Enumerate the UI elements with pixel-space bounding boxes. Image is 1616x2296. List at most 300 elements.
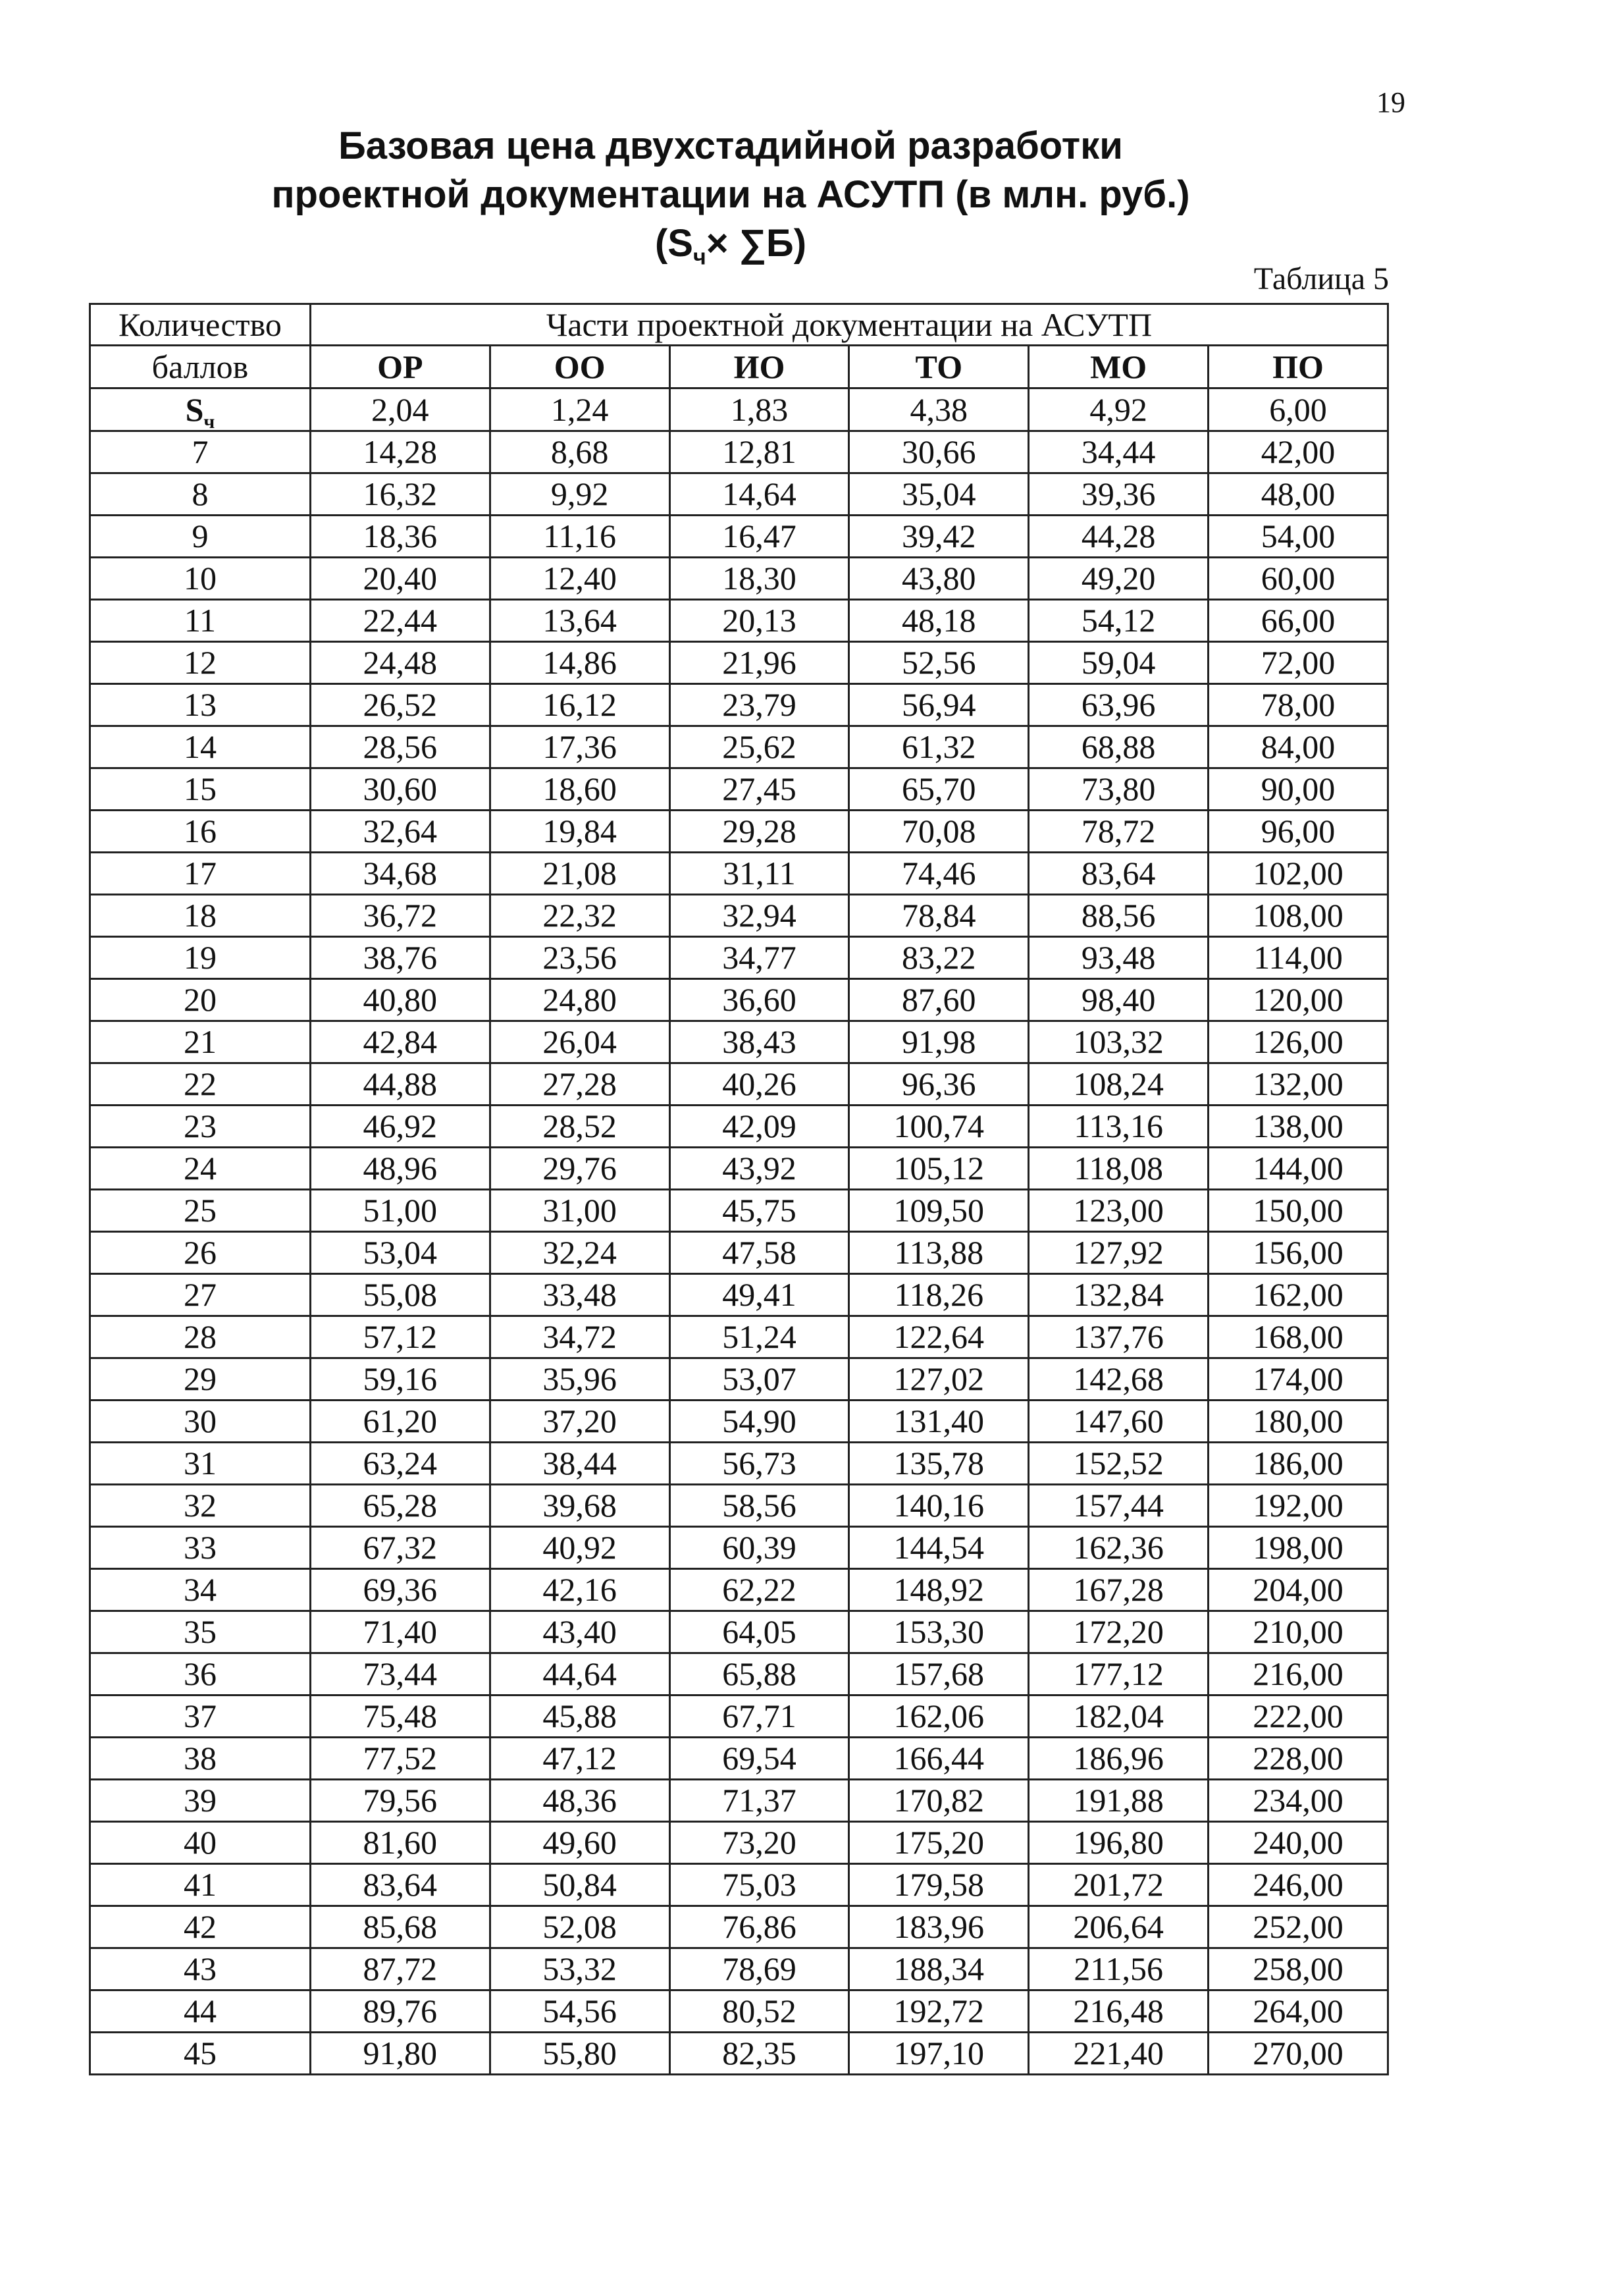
value-cell: 191,88 — [1029, 1780, 1209, 1822]
value-cell: 167,28 — [1029, 1569, 1209, 1611]
value-cell: 72,00 — [1209, 642, 1388, 684]
value-cell: 48,00 — [1209, 473, 1388, 516]
value-cell: 132,84 — [1029, 1274, 1209, 1316]
value-cell: 108,00 — [1209, 895, 1388, 937]
score-cell: 16 — [90, 811, 311, 853]
value-cell: 38,44 — [490, 1443, 669, 1485]
value-cell: 89,76 — [310, 1990, 490, 2033]
value-cell: 28,56 — [310, 726, 490, 768]
value-cell: 54,56 — [490, 1990, 669, 2033]
score-cell: 17 — [90, 853, 311, 895]
table-row — [90, 473, 1388, 516]
value-cell: 9,92 — [490, 473, 669, 516]
table-row — [90, 979, 1388, 1021]
value-cell: 36,72 — [310, 895, 490, 937]
value-cell: 31,11 — [669, 853, 849, 895]
value-cell: 20,40 — [310, 558, 490, 600]
value-cell: 152,52 — [1029, 1443, 1209, 1485]
value-cell: 122,64 — [849, 1316, 1029, 1358]
value-cell: 174,00 — [1209, 1358, 1388, 1401]
header-row-group — [90, 304, 1388, 346]
value-cell: 53,07 — [669, 1358, 849, 1401]
value-cell: 12,40 — [490, 558, 669, 600]
value-cell: 78,69 — [669, 1948, 849, 1990]
value-cell: 162,06 — [849, 1695, 1029, 1738]
value-cell: 39,36 — [1029, 473, 1209, 516]
table-row — [90, 1948, 1388, 1990]
table-row — [90, 516, 1388, 558]
value-cell: 148,92 — [849, 1569, 1029, 1611]
value-cell: 150,00 — [1209, 1190, 1388, 1232]
score-cell: 13 — [90, 684, 311, 726]
table-row — [90, 726, 1388, 768]
value-cell: 183,96 — [849, 1906, 1029, 1948]
value-cell: 83,64 — [310, 1864, 490, 1906]
value-cell: 29,76 — [490, 1148, 669, 1190]
value-cell: 138,00 — [1209, 1106, 1388, 1148]
value-cell: 98,40 — [1029, 979, 1209, 1021]
score-cell: 23 — [90, 1106, 311, 1148]
value-cell: 30,66 — [849, 431, 1029, 473]
value-cell: 87,72 — [310, 1948, 490, 1990]
value-cell: 23,56 — [490, 937, 669, 979]
value-cell: 216,00 — [1209, 1653, 1388, 1695]
value-cell: 71,37 — [669, 1780, 849, 1822]
value-cell: 84,00 — [1209, 726, 1388, 768]
value-cell: 88,56 — [1029, 895, 1209, 937]
value-cell: 34,77 — [669, 937, 849, 979]
score-cell: 34 — [90, 1569, 311, 1611]
value-cell: 47,58 — [669, 1232, 849, 1274]
value-cell: 16,47 — [669, 516, 849, 558]
value-cell: 66,00 — [1209, 600, 1388, 642]
value-cell: 201,72 — [1029, 1864, 1209, 1906]
value-cell: 85,68 — [310, 1906, 490, 1948]
value-cell: 18,30 — [669, 558, 849, 600]
value-cell: 120,00 — [1209, 979, 1388, 1021]
column-header-or: ОР — [310, 346, 490, 388]
value-cell: 11,16 — [490, 516, 669, 558]
value-cell: 40,26 — [669, 1063, 849, 1106]
value-cell: 73,80 — [1029, 768, 1209, 811]
value-cell: 49,41 — [669, 1274, 849, 1316]
value-cell: 54,00 — [1209, 516, 1388, 558]
score-cell: 15 — [90, 768, 311, 811]
value-cell: 118,08 — [1029, 1148, 1209, 1190]
value-cell: 228,00 — [1209, 1738, 1388, 1780]
value-cell: 74,46 — [849, 853, 1029, 895]
value-cell: 23,79 — [669, 684, 849, 726]
table-row — [90, 1864, 1388, 1906]
value-cell: 78,84 — [849, 895, 1029, 937]
value-cell: 48,96 — [310, 1148, 490, 1190]
table-row — [90, 1443, 1388, 1485]
value-cell: 34,68 — [310, 853, 490, 895]
value-cell: 196,80 — [1029, 1822, 1209, 1864]
value-cell: 113,88 — [849, 1232, 1029, 1274]
value-cell: 60,00 — [1209, 558, 1388, 600]
value-cell: 75,03 — [669, 1864, 849, 1906]
value-cell: 42,00 — [1209, 431, 1388, 473]
value-cell: 270,00 — [1209, 2033, 1388, 2075]
value-cell: 186,96 — [1029, 1738, 1209, 1780]
value-cell: 81,60 — [310, 1822, 490, 1864]
table-row — [90, 1316, 1388, 1358]
score-cell: 18 — [90, 895, 311, 937]
value-cell: 56,73 — [669, 1443, 849, 1485]
value-cell: 186,00 — [1209, 1443, 1388, 1485]
value-cell: 65,70 — [849, 768, 1029, 811]
value-cell: 105,12 — [849, 1148, 1029, 1190]
group-header: Части проектной документации на АСУТП — [310, 304, 1388, 346]
value-cell: 29,28 — [669, 811, 849, 853]
value-cell: 26,52 — [310, 684, 490, 726]
value-cell: 144,54 — [849, 1527, 1029, 1569]
score-cell: 29 — [90, 1358, 311, 1401]
value-cell: 50,84 — [490, 1864, 669, 1906]
value-cell: 24,80 — [490, 979, 669, 1021]
value-cell: 60,39 — [669, 1527, 849, 1569]
value-cell: 170,82 — [849, 1780, 1029, 1822]
value-cell: 58,56 — [669, 1485, 849, 1527]
value-cell: 77,52 — [310, 1738, 490, 1780]
title-line-2: проектной документации на АСУТП (в млн. руб.) — [271, 173, 1190, 216]
value-cell: 71,40 — [310, 1611, 490, 1653]
value-cell: 177,12 — [1029, 1653, 1209, 1695]
value-cell: 31,00 — [490, 1190, 669, 1232]
value-cell: 53,32 — [490, 1948, 669, 1990]
table-row — [90, 811, 1388, 853]
score-cell: 40 — [90, 1822, 311, 1864]
score-cell: 24 — [90, 1148, 311, 1190]
value-cell: 42,16 — [490, 1569, 669, 1611]
value-cell: 100,74 — [849, 1106, 1029, 1148]
value-cell: 68,88 — [1029, 726, 1209, 768]
title-line-1: Базовая цена двухстадийной разработки — [338, 124, 1123, 167]
value-cell: 42,09 — [669, 1106, 849, 1148]
table-row — [90, 1695, 1388, 1738]
value-cell: 153,30 — [849, 1611, 1029, 1653]
table-row — [90, 1232, 1388, 1274]
table-row — [90, 1990, 1388, 2033]
value-cell: 264,00 — [1209, 1990, 1388, 2033]
table-row — [90, 768, 1388, 811]
table-row — [90, 431, 1388, 473]
value-cell: 43,80 — [849, 558, 1029, 600]
table-row — [90, 1822, 1388, 1864]
value-cell: 246,00 — [1209, 1864, 1388, 1906]
score-cell: 26 — [90, 1232, 311, 1274]
value-cell: 79,56 — [310, 1780, 490, 1822]
column-header-oo: ОО — [490, 346, 669, 388]
value-cell: 234,00 — [1209, 1780, 1388, 1822]
table-row — [90, 1527, 1388, 1569]
value-cell: 51,00 — [310, 1190, 490, 1232]
value-cell: 135,78 — [849, 1443, 1029, 1485]
value-cell: 91,80 — [310, 2033, 490, 2075]
value-cell: 32,94 — [669, 895, 849, 937]
value-cell: 83,64 — [1029, 853, 1209, 895]
value-cell: 76,86 — [669, 1906, 849, 1948]
value-cell: 34,72 — [490, 1316, 669, 1358]
value-cell: 67,71 — [669, 1695, 849, 1738]
value-cell: 59,04 — [1029, 642, 1209, 684]
value-cell: 56,94 — [849, 684, 1029, 726]
value-cell: 210,00 — [1209, 1611, 1388, 1653]
value-cell: 13,64 — [490, 600, 669, 642]
value-cell: 182,04 — [1029, 1695, 1209, 1738]
value-cell: 109,50 — [849, 1190, 1029, 1232]
value-cell: 162,00 — [1209, 1274, 1388, 1316]
value-cell: 108,24 — [1029, 1063, 1209, 1106]
value-cell: 63,24 — [310, 1443, 490, 1485]
value-cell: 82,35 — [669, 2033, 849, 2075]
value-cell: 46,92 — [310, 1106, 490, 1148]
score-cell: 41 — [90, 1864, 311, 1906]
value-cell: 216,48 — [1029, 1990, 1209, 2033]
value-cell: 37,20 — [490, 1401, 669, 1443]
score-column-header: Количество — [90, 304, 311, 346]
value-cell: 78,00 — [1209, 684, 1388, 726]
value-cell: 93,48 — [1029, 937, 1209, 979]
value-cell: 221,40 — [1029, 2033, 1209, 2075]
value-cell: 47,12 — [490, 1738, 669, 1780]
score-cell: 38 — [90, 1738, 311, 1780]
value-cell: 39,68 — [490, 1485, 669, 1527]
value-cell: 61,32 — [849, 726, 1029, 768]
score-cell: 10 — [90, 558, 311, 600]
page-title — [197, 122, 1264, 268]
coefficient-cell: 2,04 — [310, 388, 490, 431]
value-cell: 114,00 — [1209, 937, 1388, 979]
value-cell: 157,44 — [1029, 1485, 1209, 1527]
table-row — [90, 2033, 1388, 2075]
score-cell: 7 — [90, 431, 311, 473]
value-cell: 252,00 — [1209, 1906, 1388, 1948]
value-cell: 96,00 — [1209, 811, 1388, 853]
score-cell: 39 — [90, 1780, 311, 1822]
value-cell: 180,00 — [1209, 1401, 1388, 1443]
value-cell: 118,26 — [849, 1274, 1029, 1316]
table-row — [90, 1653, 1388, 1695]
value-cell: 32,64 — [310, 811, 490, 853]
value-cell: 35,96 — [490, 1358, 669, 1401]
value-cell: 65,28 — [310, 1485, 490, 1527]
value-cell: 62,22 — [669, 1569, 849, 1611]
value-cell: 102,00 — [1209, 853, 1388, 895]
table-label: Таблица 5 — [1253, 261, 1389, 296]
value-cell: 48,36 — [490, 1780, 669, 1822]
value-cell: 83,22 — [849, 937, 1029, 979]
value-cell: 73,20 — [669, 1822, 849, 1864]
table-row — [90, 1274, 1388, 1316]
score-cell: 42 — [90, 1906, 311, 1948]
coefficient-cell: 4,38 — [849, 388, 1029, 431]
table-row — [90, 1611, 1388, 1653]
score-cell: 22 — [90, 1063, 311, 1106]
table-row — [90, 1063, 1388, 1106]
column-header-po: ПО — [1209, 346, 1388, 388]
value-cell: 198,00 — [1209, 1527, 1388, 1569]
value-cell: 63,96 — [1029, 684, 1209, 726]
value-cell: 16,32 — [310, 473, 490, 516]
table-row — [90, 1780, 1388, 1822]
column-header-to: ТО — [849, 346, 1029, 388]
value-cell: 38,76 — [310, 937, 490, 979]
value-cell: 43,92 — [669, 1148, 849, 1190]
coefficient-cell: 1,83 — [669, 388, 849, 431]
value-cell: 21,08 — [490, 853, 669, 895]
title-formula — [197, 219, 1264, 268]
score-cell: 19 — [90, 937, 311, 979]
value-cell: 69,36 — [310, 1569, 490, 1611]
value-cell: 70,08 — [849, 811, 1029, 853]
value-cell: 18,60 — [490, 768, 669, 811]
value-cell: 197,10 — [849, 2033, 1029, 2075]
value-cell: 57,12 — [310, 1316, 490, 1358]
value-cell: 179,58 — [849, 1864, 1029, 1906]
value-cell: 49,60 — [490, 1822, 669, 1864]
table-row — [90, 600, 1388, 642]
table-row — [90, 684, 1388, 726]
table-row — [90, 1358, 1388, 1401]
table-row — [90, 1738, 1388, 1780]
value-cell: 49,20 — [1029, 558, 1209, 600]
value-cell: 131,40 — [849, 1401, 1029, 1443]
value-cell: 67,32 — [310, 1527, 490, 1569]
value-cell: 157,68 — [849, 1653, 1029, 1695]
score-cell: 30 — [90, 1401, 311, 1443]
value-cell: 28,52 — [490, 1106, 669, 1148]
value-cell: 35,04 — [849, 473, 1029, 516]
score-cell: 12 — [90, 642, 311, 684]
score-cell: 35 — [90, 1611, 311, 1653]
value-cell: 65,88 — [669, 1653, 849, 1695]
score-cell: 32 — [90, 1485, 311, 1527]
table-row — [90, 1569, 1388, 1611]
coefficient-label: $S_ч$ — [90, 388, 311, 431]
score-cell: 43 — [90, 1948, 311, 1990]
score-column-header-line2: баллов — [90, 346, 311, 388]
value-cell: 30,60 — [310, 768, 490, 811]
value-cell: 142,68 — [1029, 1358, 1209, 1401]
formula-open: (S — [654, 222, 693, 265]
value-cell: 123,00 — [1029, 1190, 1209, 1232]
score-cell: 11 — [90, 600, 311, 642]
score-cell: 45 — [90, 2033, 311, 2075]
value-cell: 33,48 — [490, 1274, 669, 1316]
table-row — [90, 1148, 1388, 1190]
coefficient-cell: 6,00 — [1209, 388, 1388, 431]
value-cell: 32,24 — [490, 1232, 669, 1274]
value-cell: 44,88 — [310, 1063, 490, 1106]
score-cell: 31 — [90, 1443, 311, 1485]
table-row — [90, 1401, 1388, 1443]
value-cell: 188,34 — [849, 1948, 1029, 1990]
score-cell: 25 — [90, 1190, 311, 1232]
coefficient-cell: 1,24 — [490, 388, 669, 431]
value-cell: 64,05 — [669, 1611, 849, 1653]
value-cell: 8,68 — [490, 431, 669, 473]
table-row — [90, 1485, 1388, 1527]
value-cell: 24,48 — [310, 642, 490, 684]
value-cell: 22,44 — [310, 600, 490, 642]
table-row — [90, 1190, 1388, 1232]
table-row — [90, 853, 1388, 895]
score-cell: 8 — [90, 473, 311, 516]
value-cell: 90,00 — [1209, 768, 1388, 811]
header-row-codes — [90, 346, 1388, 388]
value-cell: 20,13 — [669, 600, 849, 642]
coefficient-cell: 4,92 — [1029, 388, 1209, 431]
value-cell: 127,02 — [849, 1358, 1029, 1401]
score-cell: 33 — [90, 1527, 311, 1569]
value-cell: 147,60 — [1029, 1401, 1209, 1443]
value-cell: 204,00 — [1209, 1569, 1388, 1611]
value-cell: 36,60 — [669, 979, 849, 1021]
value-cell: 192,00 — [1209, 1485, 1388, 1527]
value-cell: 55,08 — [310, 1274, 490, 1316]
value-cell: 59,16 — [310, 1358, 490, 1401]
value-cell: 103,32 — [1029, 1021, 1209, 1063]
value-cell: 16,12 — [490, 684, 669, 726]
value-cell: 75,48 — [310, 1695, 490, 1738]
score-cell: 9 — [90, 516, 311, 558]
value-cell: 43,40 — [490, 1611, 669, 1653]
value-cell: 44,28 — [1029, 516, 1209, 558]
value-cell: 52,56 — [849, 642, 1029, 684]
value-cell: 73,44 — [310, 1653, 490, 1695]
value-cell: 258,00 — [1209, 1948, 1388, 1990]
formula-subscript: ч — [692, 244, 706, 270]
value-cell: 38,43 — [669, 1021, 849, 1063]
value-cell: 175,20 — [849, 1822, 1029, 1864]
value-cell: 113,16 — [1029, 1106, 1209, 1148]
score-cell: 37 — [90, 1695, 311, 1738]
value-cell: 137,76 — [1029, 1316, 1209, 1358]
value-cell: 126,00 — [1209, 1021, 1388, 1063]
column-header-io: ИО — [669, 346, 849, 388]
value-cell: 27,45 — [669, 768, 849, 811]
value-cell: 166,44 — [849, 1738, 1029, 1780]
table-row — [90, 895, 1388, 937]
value-cell: 156,00 — [1209, 1232, 1388, 1274]
value-cell: 48,18 — [849, 600, 1029, 642]
value-cell: 25,62 — [669, 726, 849, 768]
value-cell: 127,92 — [1029, 1232, 1209, 1274]
page-number: 19 — [1376, 86, 1405, 119]
value-cell: 34,44 — [1029, 431, 1209, 473]
value-cell: 18,36 — [310, 516, 490, 558]
table-row — [90, 1906, 1388, 1948]
value-cell: 80,52 — [669, 1990, 849, 2033]
column-header-mo: МО — [1029, 346, 1209, 388]
value-cell: 162,36 — [1029, 1527, 1209, 1569]
value-cell: 78,72 — [1029, 811, 1209, 853]
value-cell: 61,20 — [310, 1401, 490, 1443]
table-row — [90, 937, 1388, 979]
value-cell: 40,92 — [490, 1527, 669, 1569]
table-row — [90, 558, 1388, 600]
value-cell: 172,20 — [1029, 1611, 1209, 1653]
table-row — [90, 1106, 1388, 1148]
score-cell: 28 — [90, 1316, 311, 1358]
value-cell: 52,08 — [490, 1906, 669, 1948]
score-cell: 14 — [90, 726, 311, 768]
value-cell: 192,72 — [849, 1990, 1029, 2033]
value-cell: 87,60 — [849, 979, 1029, 1021]
score-cell: 44 — [90, 1990, 311, 2033]
